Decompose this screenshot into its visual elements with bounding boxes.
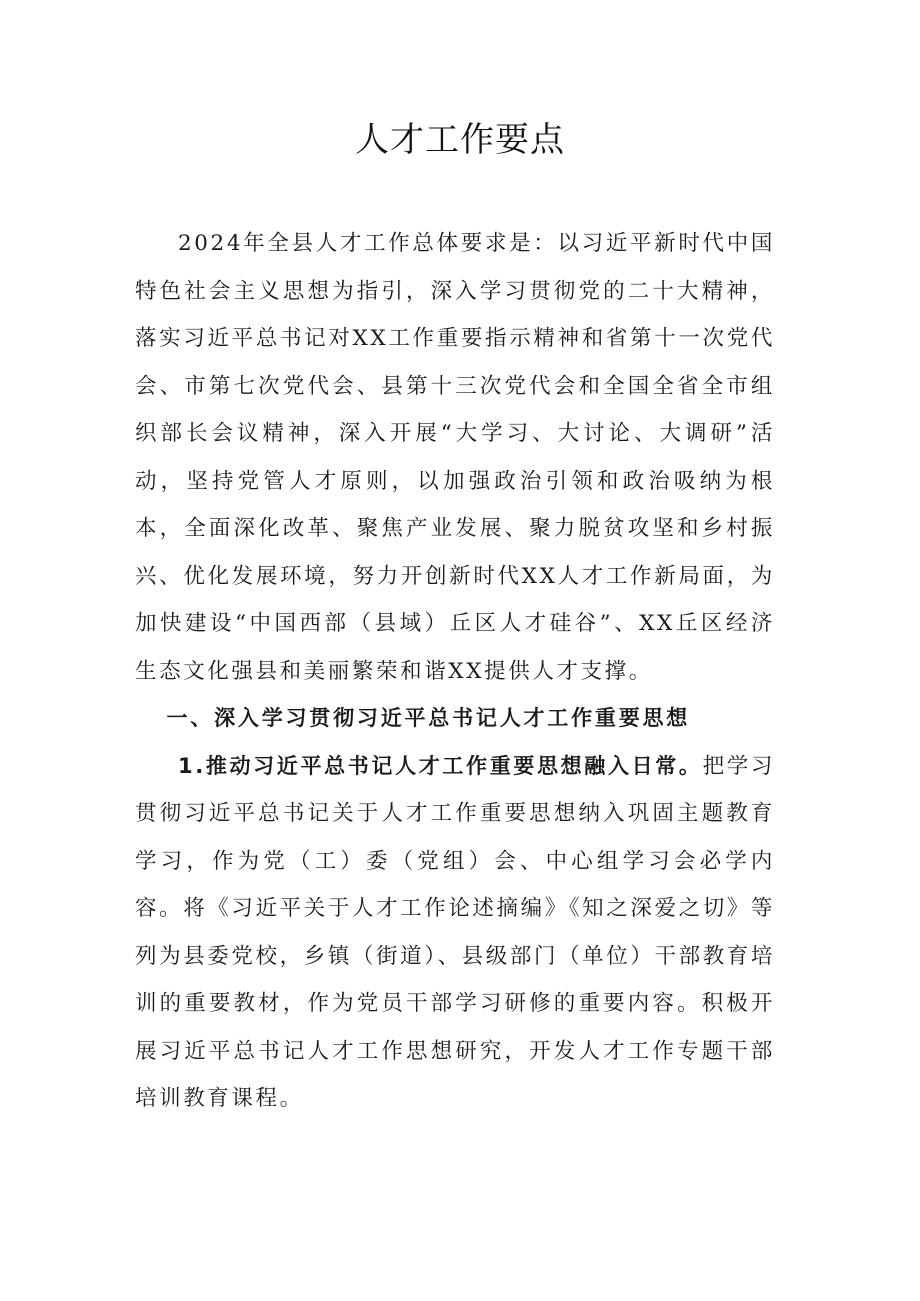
document-title: 人才工作要点: [355, 120, 565, 160]
intro-paragraph: 2024年全县人才工作总体要求是：以习近平新时代中国特色社会主义思想为指引，深入学习贯彻党的二十大精神，落实习近平总书记对XX工作重要指示精神和省第十一次党代会、市第七次党代会、县第十三次党代会和全国全省全市组织部长会议精神，深入开展“大学习、大讨论、大调研”活动，坚持党管人才原则，以加强政治引领和政治吸纳为根本，全面深化改革、聚焦产业发展、聚力脱贫攻坚和乡村振兴、优化发展环境，努力开创新时代XX人才工作新局面，为加快建设“中国西部（县域）丘区人才硅谷”、XX丘区经济生态文化强县和美丽繁荣和谐XX提供人才支撑。: [135, 231, 775, 684]
item-paragraph: [135, 743, 775, 1123]
item-lead: 1.推动习近平总书记人才工作重要思想融入日常。: [178, 753, 703, 778]
document-body: [135, 220, 775, 1123]
item-text: 把学习贯彻习近平总书记关于人才工作重要思想纳入巩固主题教育学习，作为党（工）委（党组）会、中心组学习会必学内容。将《习近平关于人才工作论述摘编》《知之深爱之切》等列为县委党校，乡镇（街道）、县级部门（单位）干部教育培训的重要教材，作为党员干部学习研修的重要内容。积极开展习近平总书记人才工作思想研究，开发人才工作专题干部培训教育课程。: [135, 753, 775, 1111]
section-heading: 一、深入学习贯彻习近平总书记人才工作重要思想: [166, 706, 691, 730]
